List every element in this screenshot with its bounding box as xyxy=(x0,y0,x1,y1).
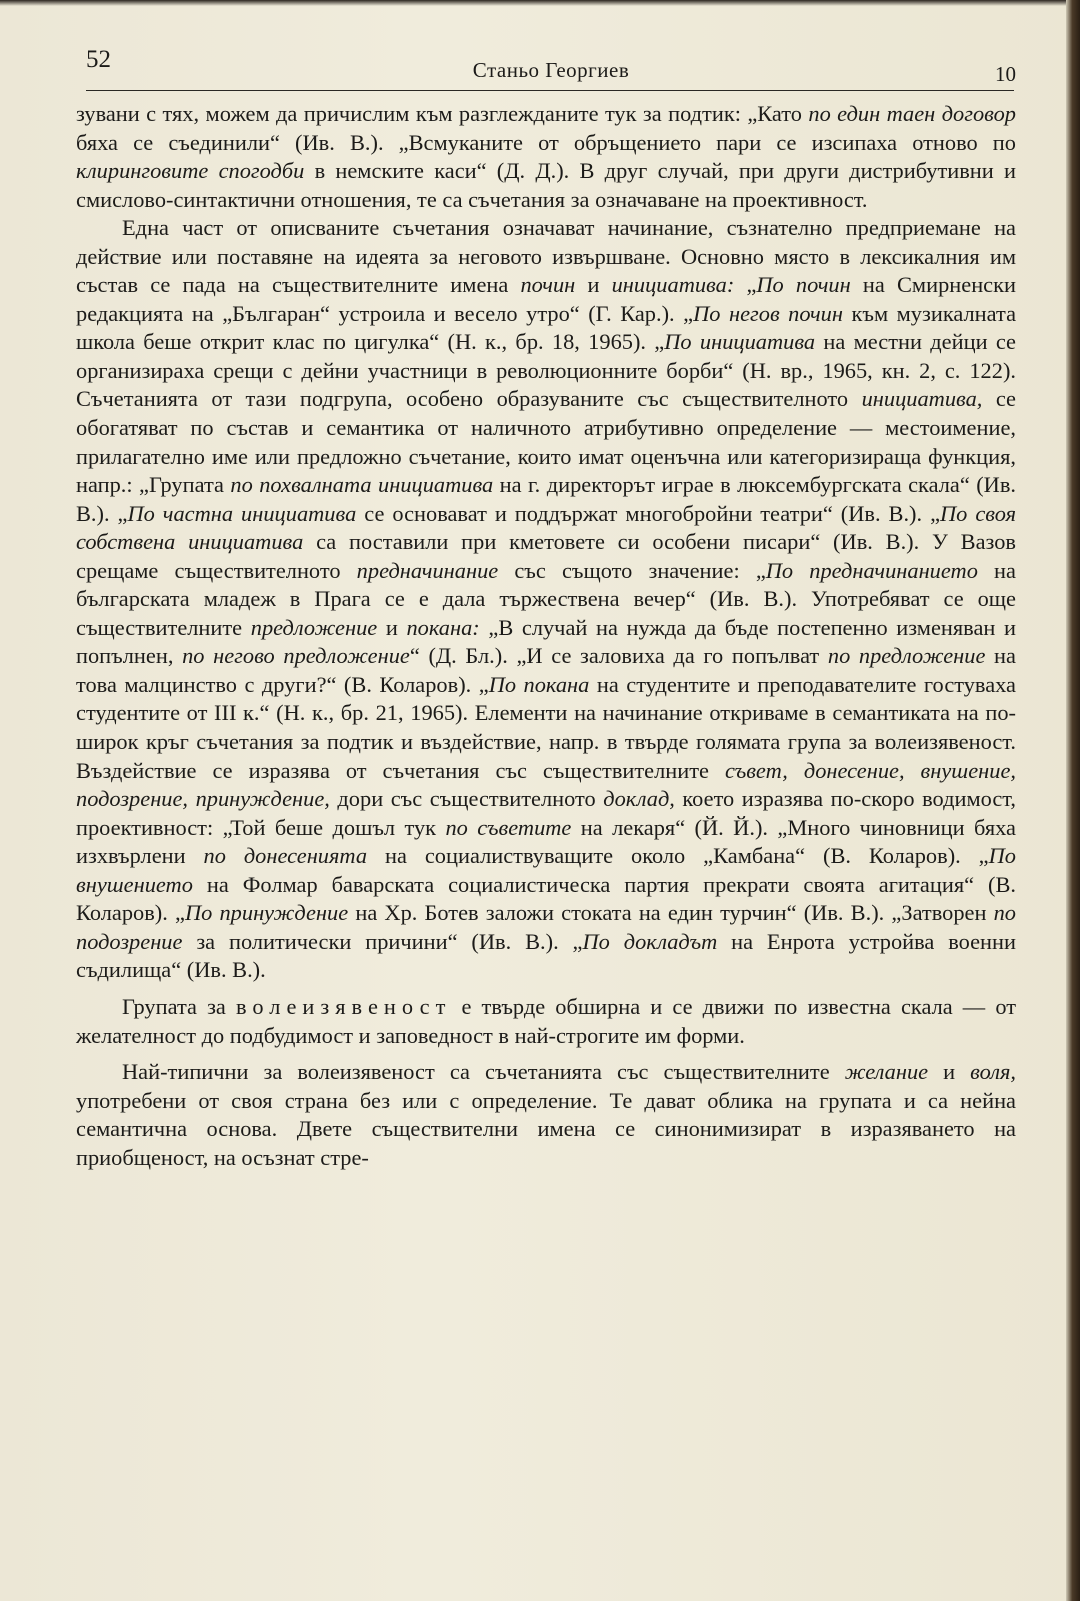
text-run: на Смирненски редакцията на „Българан“ устроила и весело утро“ (Г. Кар.). „ xyxy=(76,272,1016,326)
italic-term: По принуждение xyxy=(184,900,349,926)
text-run: на г. директорът играе в люксембургската скала“ (Ив. В.). „ xyxy=(76,472,1016,526)
text-run: употребени от своя страна без или с определение. Те дават облика на групата и са нейна семантична основа. Двете съществителни имена се синонимизират в изразяването на приобщеност, на осъзнат стре- xyxy=(76,1087,1016,1170)
text-run: на Фолмар баварската социалистическа партия прекрати своята агитация“ (В. Коларов). „ xyxy=(76,871,1016,926)
text-run: на Енрота устройва военни съдилища“ (Ив. В.). xyxy=(76,928,1016,983)
page-number: 52 xyxy=(86,46,111,73)
text-run: са поставили при кметовете си особени писари“ (Ив. В.). У Вазов срещаме съществителното xyxy=(76,529,1016,583)
text-run: се основават и поддържат многобройни театри“ (Ив. В.). „ xyxy=(356,500,941,526)
facing-page-number: 10 xyxy=(995,62,1016,86)
italic-term: инициатива: xyxy=(611,272,735,298)
italic-term: по негово предложение xyxy=(182,643,410,669)
text-run: на социалиствуващите около „Камбана“ (В. Коларов). „ xyxy=(367,843,989,869)
italic-term: По предначинанието xyxy=(765,557,978,583)
italic-term: По внушението xyxy=(76,843,1016,897)
text-run: на Хр. Ботев заложи стоката на един турчин“ (Ив. В.). „Затворен xyxy=(348,900,994,926)
italic-term: По инициатива xyxy=(664,329,816,355)
italic-term: по подозрение xyxy=(76,900,1016,954)
italic-term: по похвалната инициатива xyxy=(230,472,494,498)
text-run: със същото значение: „ xyxy=(498,557,766,583)
text-run: „В случай на нужда да бъде постепенно изменяван и попълнен, xyxy=(76,614,1016,669)
paragraph-p1 xyxy=(76,100,1016,214)
text-run: което изразява по-скоро водимост, проективност: „Той беше дошъл тук xyxy=(76,786,1017,840)
text-run: на това малцинство с други?“ (В. Коларов). „ xyxy=(76,643,1016,697)
italic-term: по един таен договор xyxy=(808,101,1016,126)
running-title: Станьо Георгиев xyxy=(472,58,630,82)
text-run: на местни дейци се организираха срещи с дейни участници в революционните борби“ (Н. вр., 1965, кн. 2, с. 122). Съчетанията от тази подгрупа, особено образуваните със съществителното xyxy=(76,329,1016,412)
text-run: на лекаря“ (Й. Й.). „Много чиновници бяха изхвърлени xyxy=(76,814,1016,869)
italic-term: почин xyxy=(520,272,576,298)
text-run: “ (Д. Бл.). „И се заловиха да го попълват xyxy=(409,643,828,669)
paragraph-p4 xyxy=(76,1058,1016,1172)
text-run: и xyxy=(575,272,612,298)
italic-term: По своя собствена инициатива xyxy=(76,500,1017,555)
text-run: за политически причини“ (Ив. В.). „ xyxy=(182,928,583,954)
italic-term: По докладът xyxy=(582,928,718,954)
italic-term: клиринговите спогодби xyxy=(76,158,305,184)
text-run: на българската младеж в Прага се е дала тържествена вечер“ (Ив. В.). Употребяват се още съществителните xyxy=(76,557,1016,640)
italic-term: предначинание xyxy=(356,557,499,583)
italic-term: доклад, xyxy=(603,786,675,812)
italic-term: по донесенията xyxy=(203,843,368,869)
italic-term: По частна инициатива xyxy=(127,500,357,526)
paragraph-p2 xyxy=(76,214,1016,985)
text-run: Най-типични за волеизявеност са съчетанията със съществителните xyxy=(122,1059,845,1085)
scan-top-shadow xyxy=(0,0,1080,6)
text-run: зувани с тях, можем да причислим към разглежданите тук за подтик: „Като xyxy=(76,101,809,126)
body-text xyxy=(76,100,1016,1172)
header-rule xyxy=(86,90,1014,91)
page-header xyxy=(86,46,1016,86)
italic-term: по предложение xyxy=(827,643,986,669)
text-run: Една част от описваните съчетания означават начинание, съзнателно предприемане на действие или поставяне на идеята за неговото извършване. Основно място в лексикалния им състав се пада на съществителните имена xyxy=(76,215,1016,298)
italic-term: желание xyxy=(844,1059,929,1085)
text-run: в немските каси“ (Д. Д.). В друг случай, при други дистрибутивни и смислово-синтактични отношения, те са съчетания за означаване на проективност. xyxy=(76,158,1016,212)
text-run: дори със съществителното xyxy=(329,786,604,812)
italic-term: По негов почин xyxy=(693,300,843,326)
paragraph-p3 xyxy=(76,993,1016,1050)
italic-term: инициатива, xyxy=(861,386,983,412)
text-run: на студентите и преподавателите гостуваха студентите от III к.“ (Н. к., бр. 21, 1965). Елементи на начинание откриваме в семантиката на по-широк кръг съчетания за подтик и въздействие, напр. в твърде голямата група за волеизявеност. Въздействие се изразява от съчетания със съществителните xyxy=(76,671,1016,783)
text-run: и xyxy=(377,614,407,640)
text-run: към музикалната школа беше открит клас по цигулка“ (Н. к., бр. 18, 1965). „ xyxy=(76,300,1017,355)
spaced-term: волеизявеност xyxy=(235,993,452,1019)
text-run: и xyxy=(928,1059,971,1085)
text-run: е твърде обширна и се движи по известна скала — от желателност до подбудимост и заповедност в най-строгите им форми. xyxy=(76,993,1016,1048)
text-run: бяха се съединили“ (Ив. В.). „Всмуканите от обръщението пари се изсипаха отново по xyxy=(76,129,1016,155)
italic-term: По покана xyxy=(488,671,590,697)
text-run: се обогатяват по състав и семантика от наличното атрибутивно определение — местоимение, прилагателно име или предложно съчетание, които имат оценъчна или категоризираща функция, напр.: „Групата xyxy=(76,386,1016,498)
italic-term: По почин xyxy=(756,272,851,298)
italic-term: съвет, донесение, внушение, подозрение, принуждение, xyxy=(76,757,1016,812)
text-run: „ xyxy=(734,272,757,298)
text-run: Групата за xyxy=(122,993,236,1019)
italic-term: предложение xyxy=(250,614,378,640)
italic-term: по съветите xyxy=(445,814,572,840)
italic-term: покана: xyxy=(406,614,480,640)
book-binding-edge xyxy=(1066,0,1080,1601)
italic-term: воля, xyxy=(970,1059,1016,1085)
